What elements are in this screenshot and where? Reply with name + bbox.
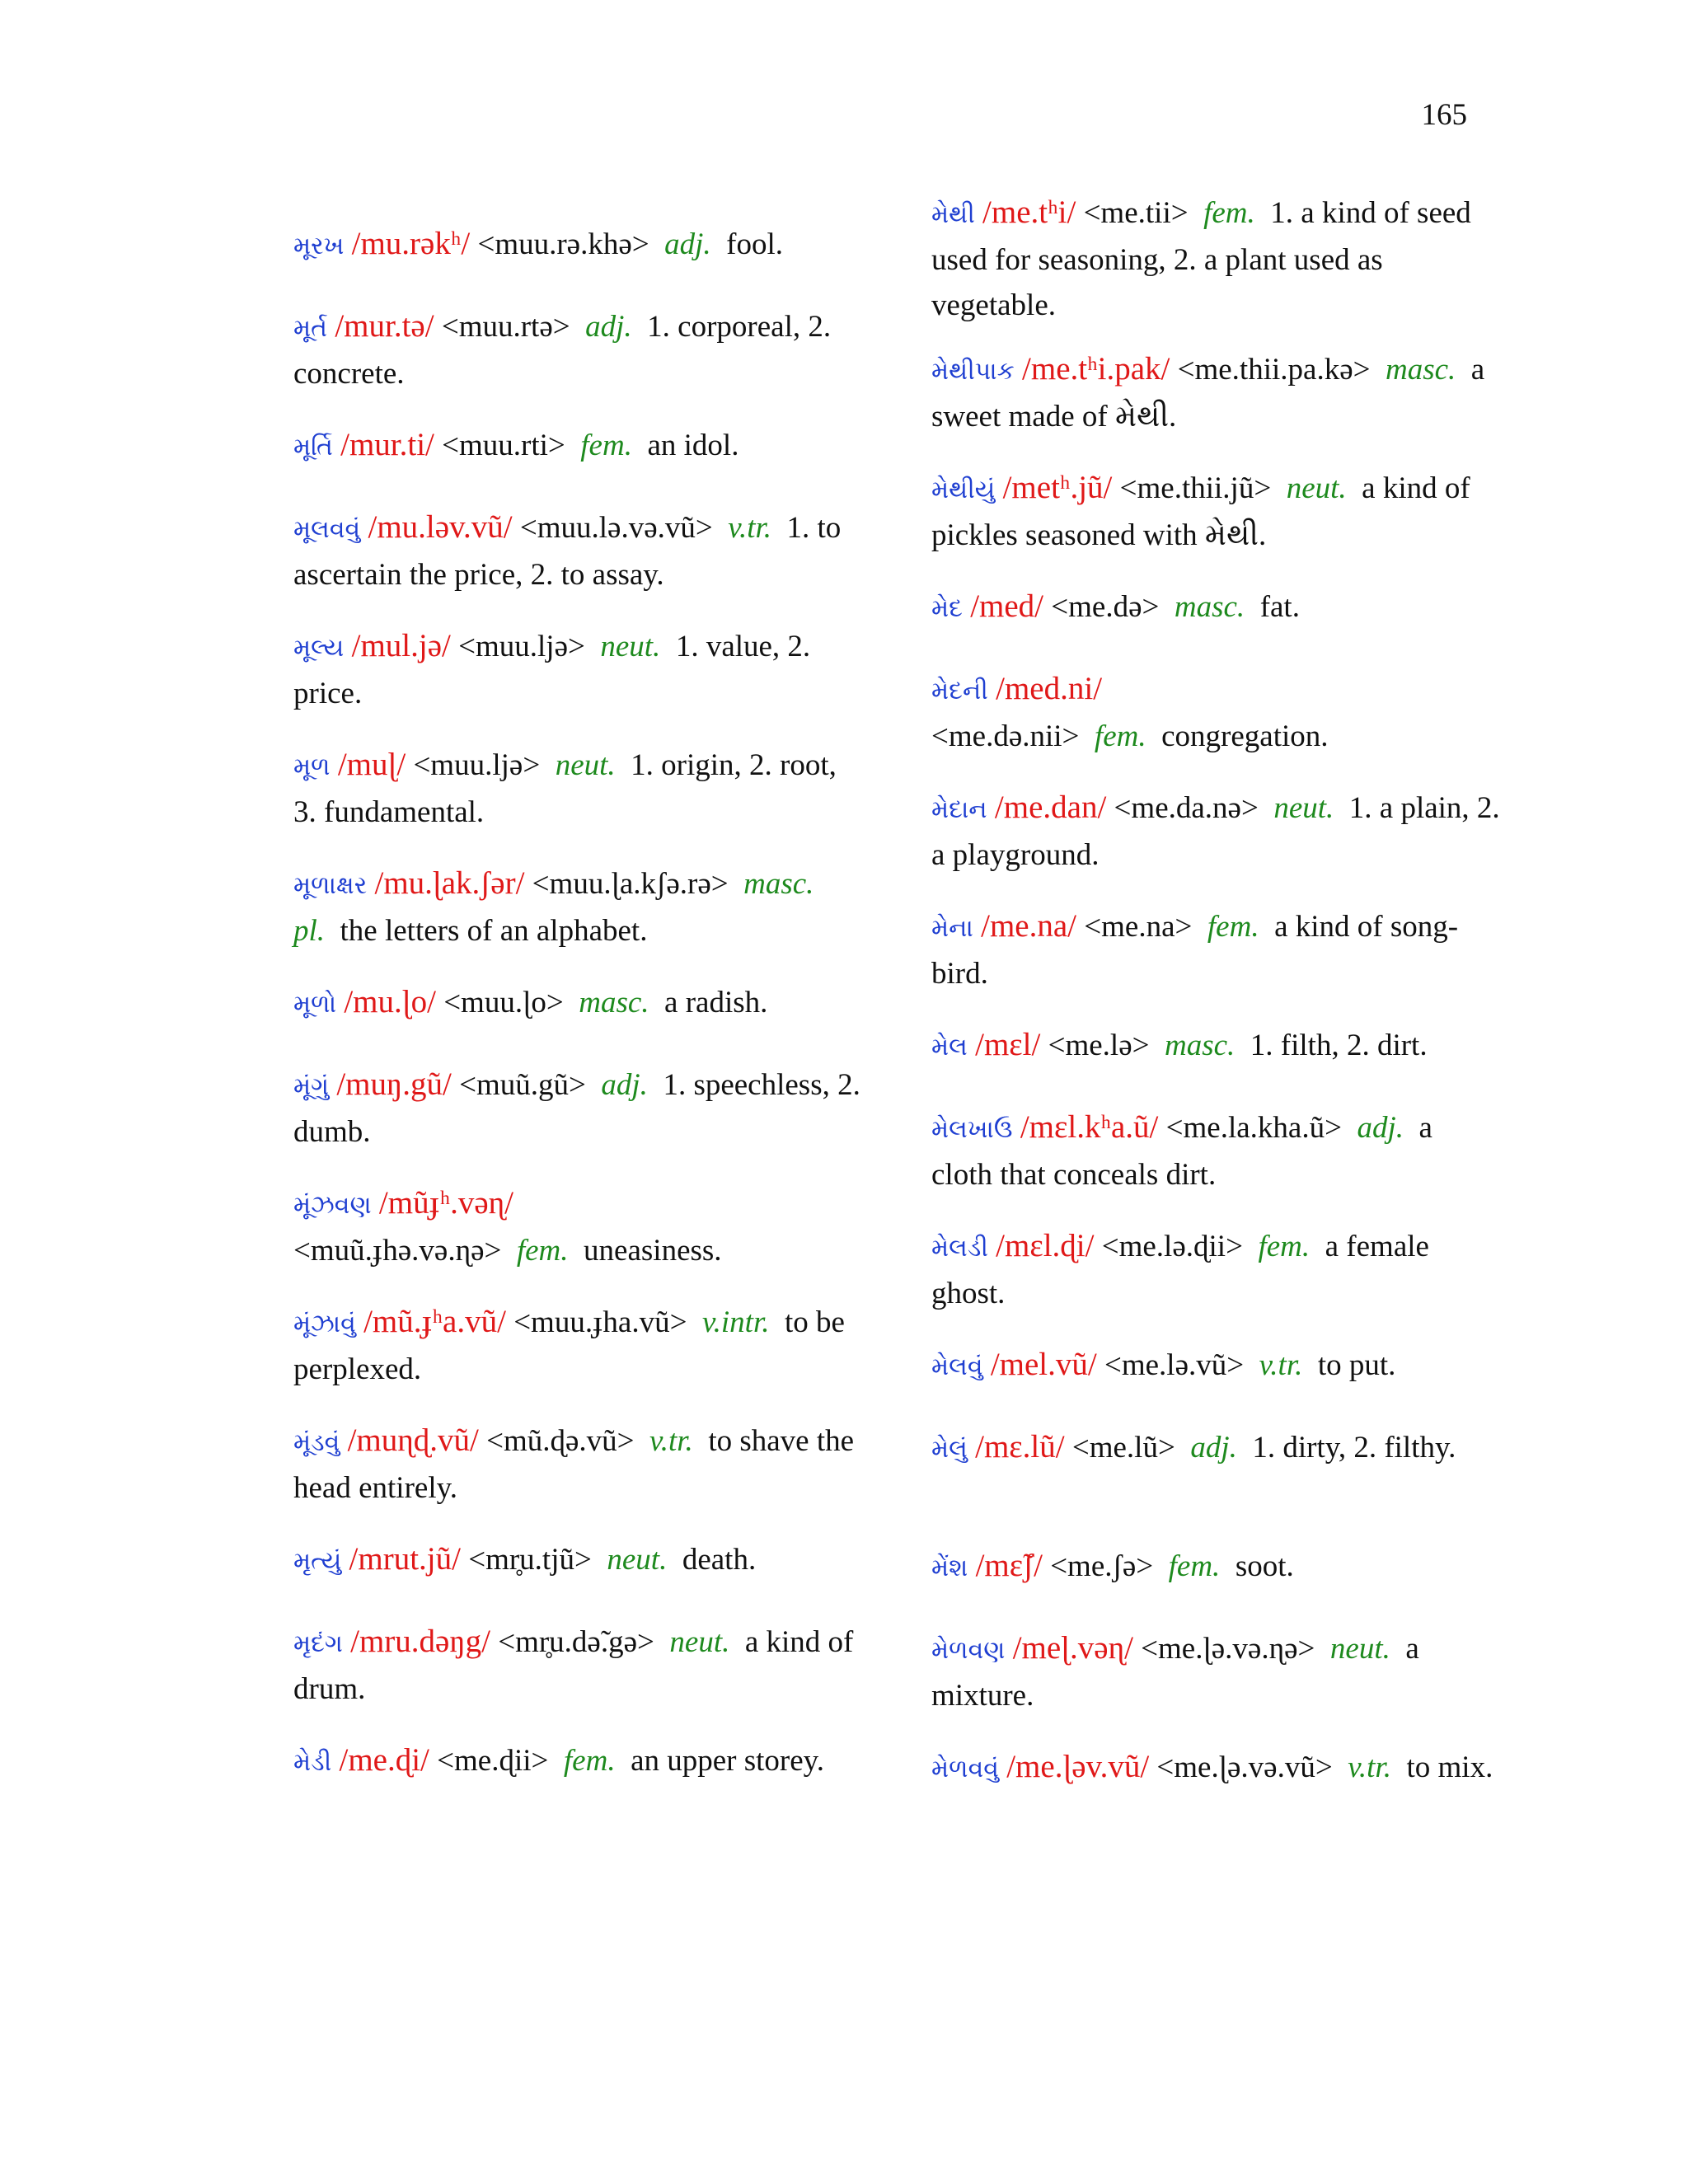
- part-of-speech: v.tr.: [649, 1424, 693, 1458]
- part-of-speech: v.intr.: [701, 1305, 770, 1339]
- definition: a mixture.: [931, 1632, 1419, 1713]
- dictionary-entry: [293, 742, 862, 835]
- part-of-speech: fem.: [1094, 719, 1146, 753]
- transliteration: <muu.ljə>: [458, 630, 585, 663]
- ipa-pronunciation: /mɛl.ɖi/: [996, 1228, 1095, 1263]
- definition: soot.: [1235, 1549, 1294, 1583]
- headword: મેલડી: [931, 1234, 988, 1263]
- part-of-speech: fem.: [580, 429, 632, 462]
- part-of-speech: masc.: [1174, 590, 1245, 624]
- ipa-pronunciation: /mu.rəkʰ/: [351, 226, 471, 261]
- definition: to shave the head entirely.: [293, 1424, 855, 1505]
- part-of-speech: neut.: [1286, 471, 1347, 505]
- ipa-pronunciation: /muŋ.gũ/: [336, 1066, 452, 1102]
- part-of-speech: fem.: [1207, 910, 1259, 944]
- ipa-pronunciation: /mũɟʰ.vəɳ/: [378, 1185, 513, 1221]
- definition: to mix.: [1406, 1750, 1493, 1784]
- part-of-speech: neut.: [669, 1625, 730, 1659]
- headword: મૂર્ત: [293, 314, 328, 343]
- transliteration: <me.thii.jũ>: [1119, 471, 1272, 505]
- definition: fool.: [726, 227, 784, 261]
- definition: a kind of song-bird.: [931, 910, 1459, 991]
- headword: મેદની: [931, 677, 988, 705]
- part-of-speech: adj.: [1357, 1111, 1404, 1145]
- definition: to be perplexed.: [293, 1305, 845, 1386]
- definition: an upper storey.: [631, 1744, 825, 1778]
- transliteration: <me.ɭə.və.vũ>: [1156, 1750, 1333, 1784]
- definition: 1. corporeal, 2. concrete.: [293, 310, 832, 391]
- dictionary-entry: [931, 1625, 1500, 1718]
- dictionary-entry: [931, 1744, 1500, 1792]
- transliteration: <me.tii>: [1083, 196, 1189, 230]
- dictionary-entry: [931, 346, 1500, 439]
- headword: મૂળ: [293, 752, 331, 781]
- ipa-pronunciation: /me.tʰi.pak/: [1022, 351, 1170, 387]
- headword: મેલું: [931, 1435, 968, 1464]
- definition: a kind of drum.: [293, 1625, 854, 1706]
- definition: an idol.: [647, 429, 739, 462]
- headword: મેળવણ: [931, 1636, 1006, 1665]
- definition: 1. to ascertain the price, 2. to assay.: [293, 511, 842, 592]
- transliteration: <muu.ɭa.kʃə.rə>: [532, 867, 729, 901]
- headword: મૂલવવું: [293, 515, 361, 544]
- dictionary-entry: [293, 303, 862, 396]
- part-of-speech: v.tr.: [1348, 1750, 1391, 1784]
- transliteration: <mr̥u.də̃.gə>: [498, 1625, 654, 1659]
- part-of-speech: adj.: [1190, 1431, 1237, 1465]
- headword: મેડી: [293, 1748, 332, 1777]
- definition: uneasiness.: [584, 1234, 722, 1268]
- dictionary-entry: [293, 860, 862, 954]
- transliteration: <me.da.nə>: [1114, 791, 1259, 825]
- headword: મૂરખ: [293, 232, 345, 260]
- dictionary-entry: [293, 1180, 862, 1273]
- transliteration: <muu.rti>: [442, 429, 565, 462]
- part-of-speech: masc.: [1385, 353, 1456, 387]
- transliteration: <mr̥u.tjũ>: [468, 1543, 592, 1577]
- ipa-pronunciation: /mur.tə/: [335, 308, 434, 344]
- headword: મેળવવું: [931, 1755, 999, 1783]
- definition: 1. a kind of seed used for seasoning, 2. a plant used as vegetable.: [931, 196, 1471, 322]
- dictionary-entry: [931, 785, 1500, 878]
- transliteration: <muu.ljə>: [413, 748, 541, 782]
- dictionary-entry: [931, 1342, 1500, 1390]
- dictionary-entry: [293, 1418, 862, 1511]
- definition: 1. a plain, 2. a playground.: [931, 791, 1500, 872]
- ipa-pronunciation: /med/: [970, 588, 1044, 624]
- transliteration: <me.ɭə.və.ɳə>: [1141, 1632, 1315, 1666]
- part-of-speech: fem.: [1168, 1549, 1221, 1583]
- ipa-pronunciation: /mu.ɭak.ʃər/: [374, 865, 525, 901]
- ipa-pronunciation: /muɭ/: [337, 747, 406, 782]
- ipa-pronunciation: /mur.ti/: [340, 427, 434, 462]
- ipa-pronunciation: /muɳɖ.vũ/: [347, 1422, 479, 1458]
- headword: મેથીયું: [931, 476, 996, 504]
- headword: મૂંઝાવું: [293, 1310, 356, 1338]
- headword: મેદાન: [931, 795, 987, 824]
- headword: મેથીપાક: [931, 357, 1015, 386]
- definition: congregation.: [1161, 719, 1329, 753]
- transliteration: <muu.ɭo>: [443, 986, 564, 1019]
- transliteration: <me.də>: [1051, 590, 1160, 624]
- page-number: 165: [1421, 98, 1467, 132]
- transliteration: <mũ.ɖə.vũ>: [486, 1424, 635, 1458]
- ipa-pronunciation: /mel.vũ/: [990, 1347, 1097, 1382]
- transliteration: <muũ.gũ>: [459, 1068, 586, 1102]
- part-of-speech: v.tr.: [1259, 1348, 1303, 1382]
- transliteration: <me.ʃə>: [1050, 1549, 1154, 1583]
- transliteration: <muũ.ɟhə.və.ɳə>: [293, 1234, 502, 1268]
- definition: a sweet made of મેથી.: [931, 353, 1485, 434]
- ipa-pronunciation: /me.tʰi/: [982, 194, 1076, 230]
- part-of-speech: neut.: [1329, 1632, 1390, 1666]
- ipa-pronunciation: /me.dan/: [994, 790, 1107, 825]
- ipa-pronunciation: /med.ni/: [996, 671, 1103, 706]
- part-of-speech: masc.: [579, 986, 649, 1019]
- headword: મૂળો: [293, 990, 337, 1019]
- part-of-speech: adj.: [585, 310, 632, 344]
- part-of-speech: adj.: [664, 227, 711, 261]
- definition: 1. dirty, 2. filthy.: [1252, 1431, 1456, 1465]
- definition: a radish.: [664, 986, 768, 1019]
- part-of-speech: fem.: [1258, 1230, 1311, 1263]
- ipa-pronunciation: /mɛl.kʰa.ũ/: [1020, 1109, 1159, 1145]
- dictionary-entry: [931, 903, 1500, 996]
- part-of-speech: fem.: [1203, 196, 1255, 230]
- dictionary-entry: [293, 623, 862, 716]
- dictionary-entry: [293, 979, 862, 1027]
- dictionary-entry: [931, 465, 1500, 558]
- definition: a female ghost.: [931, 1230, 1429, 1310]
- dictionary-entry: [293, 1299, 862, 1392]
- dictionary-entry: [293, 422, 862, 470]
- part-of-speech: neut.: [600, 630, 661, 663]
- ipa-pronunciation: /mu.ɭo/: [344, 984, 436, 1019]
- ipa-pronunciation: /mul.jə/: [351, 628, 451, 663]
- transliteration: <me.ɖii>: [437, 1744, 549, 1778]
- part-of-speech: fem.: [516, 1234, 569, 1268]
- transliteration: <me.na>: [1084, 910, 1193, 944]
- definition: a cloth that conceals dirt.: [931, 1111, 1432, 1192]
- transliteration: <me.thii.pa.kə>: [1177, 353, 1371, 387]
- definition: to put.: [1317, 1348, 1396, 1382]
- ipa-pronunciation: /metʰ.jũ/: [1002, 470, 1113, 505]
- dictionary-entry: [931, 583, 1500, 631]
- ipa-pronunciation: /mru.dəŋg/: [350, 1624, 490, 1659]
- ipa-pronunciation: /me.na/: [981, 908, 1077, 944]
- headword: મૂંગું: [293, 1072, 330, 1101]
- part-of-speech: neut.: [555, 748, 616, 782]
- ipa-pronunciation: /mɛ̃ʃ/: [975, 1548, 1043, 1583]
- ipa-pronunciation: /mu.ləv.vũ/: [368, 509, 513, 545]
- headword: મેથી: [931, 200, 975, 229]
- headword: મેદ: [931, 594, 963, 623]
- transliteration: <muu.rə.khə>: [477, 227, 649, 261]
- ipa-pronunciation: /mrut.jũ/: [349, 1541, 461, 1577]
- dictionary-entry: [931, 190, 1500, 328]
- headword: મૂંડવું: [293, 1428, 340, 1457]
- dictionary-entry: [931, 1022, 1500, 1070]
- headword: મૂલ્ય: [293, 634, 345, 663]
- dictionary-entry: [293, 1619, 862, 1712]
- ipa-pronunciation: /mũ.ɟʰa.vũ/: [363, 1304, 506, 1339]
- part-of-speech: v.tr.: [728, 511, 772, 545]
- ipa-pronunciation: /mɛl/: [975, 1027, 1041, 1062]
- dictionary-entry: [931, 666, 1500, 759]
- headword: મેલ: [931, 1033, 968, 1062]
- ipa-pronunciation: /mɛ.lũ/: [975, 1429, 1065, 1465]
- definition: 1. speechless, 2. dumb.: [293, 1068, 860, 1149]
- definition: 1. value, 2. price.: [293, 630, 811, 710]
- definition: fat.: [1259, 590, 1300, 624]
- headword: મૂર્તિ: [293, 433, 333, 462]
- dictionary-entry: [931, 1104, 1500, 1197]
- definition: death.: [682, 1543, 757, 1577]
- headword: મૂળાક્ષર: [293, 871, 368, 900]
- headword: મૃદંગ: [293, 1629, 343, 1658]
- definition: 1. origin, 2. root, 3. fundamental.: [293, 748, 837, 829]
- definition: a kind of pickles seasoned with મેથી.: [931, 471, 1470, 552]
- dictionary-entry: [293, 1536, 862, 1584]
- transliteration: <me.lə.ɖii>: [1101, 1230, 1243, 1263]
- headword: મૂંઝવણ: [293, 1191, 372, 1220]
- transliteration: <me.la.kha.ũ>: [1165, 1111, 1342, 1145]
- transliteration: <me.də.nii>: [931, 719, 1080, 753]
- transliteration: <me.lũ>: [1071, 1431, 1175, 1465]
- headword: મૃત્યું: [293, 1547, 342, 1576]
- definition: 1. filth, 2. dirt.: [1250, 1029, 1428, 1062]
- headword: મેના: [931, 914, 973, 943]
- definition: the letters of an alphabet.: [340, 914, 648, 948]
- ipa-pronunciation: /me.ɭəv.vũ/: [1006, 1749, 1150, 1784]
- part-of-speech: adj.: [601, 1068, 648, 1102]
- transliteration: <muu.rtə>: [441, 310, 570, 344]
- dictionary-entry: [931, 1424, 1500, 1472]
- part-of-speech: masc.: [1164, 1029, 1236, 1062]
- dictionary-entry: [293, 1737, 862, 1785]
- part-of-speech: neut.: [1273, 791, 1334, 825]
- transliteration: <me.lə>: [1048, 1029, 1150, 1062]
- headword: મેલખાઉ: [931, 1115, 1013, 1144]
- ipa-pronunciation: /meɭ.vəɳ/: [1012, 1630, 1133, 1666]
- transliteration: <muu.lə.və.vũ>: [519, 511, 713, 545]
- transliteration: <muu.ɟha.vũ>: [513, 1305, 687, 1339]
- part-of-speech: masc. pl.: [293, 867, 814, 948]
- dictionary-entry: [293, 1062, 862, 1155]
- headword: મેલવું: [931, 1352, 983, 1381]
- ipa-pronunciation: /me.ɖi/: [339, 1742, 429, 1778]
- part-of-speech: fem.: [563, 1744, 616, 1778]
- part-of-speech: neut.: [607, 1543, 668, 1577]
- headword: મેંશ: [931, 1554, 968, 1582]
- dictionary-entry: [931, 1223, 1500, 1316]
- transliteration: <me.lə.vũ>: [1104, 1348, 1245, 1382]
- dictionary-entry: [293, 504, 862, 598]
- dictionary-entry: [293, 221, 862, 269]
- dictionary-entry: [931, 1543, 1500, 1591]
